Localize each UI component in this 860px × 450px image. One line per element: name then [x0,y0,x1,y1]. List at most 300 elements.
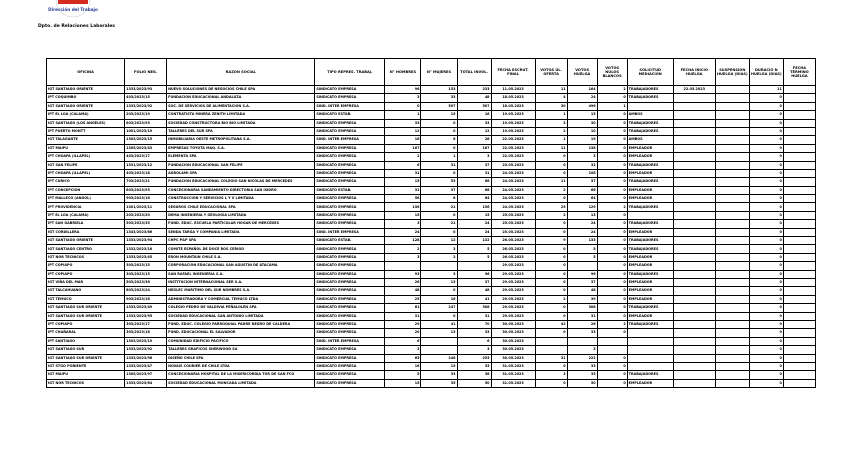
column-header: N° HOMBRES [385,59,421,86]
table-cell: 128 [385,237,421,245]
table-cell [673,111,715,119]
table-cell: 41 [457,295,491,303]
table-cell: 5 [567,245,597,253]
table-row [47,211,816,219]
table-cell: 0 [749,295,783,303]
table-cell [783,354,815,362]
logo-text: Dirección del Trabajo [48,7,98,12]
table-cell [783,362,815,370]
table-cell: IGT SANTIAGO SUR ORIENTE [47,312,125,320]
table-cell: 53 [421,178,457,186]
table-cell: 0 [597,136,627,144]
table-cell [783,102,815,110]
table-cell: 26 [567,320,597,328]
table-cell [783,86,815,94]
table-cell: 133 [567,237,597,245]
table-cell: 0 [749,153,783,161]
table-cell: 1303/2023/15 [125,136,167,144]
table-cell [673,362,715,370]
table-cell: SINDICATO EMPRESA [315,320,385,328]
table-cell: 0 [597,111,627,119]
table-cell [783,278,815,286]
table-cell [627,346,673,354]
table-cell: TALLERES GRAFICOS SHERWOOD SA [167,346,315,354]
table-cell: 0 [749,304,783,312]
table-cell: 30.05.2023 [491,354,535,362]
table-row [47,127,816,135]
table-cell: 1333/2023/64 [125,379,167,387]
table-cell: 30.05.2023 [491,346,535,354]
table-cell: 248 [421,354,457,362]
table-cell: 24 [457,228,491,236]
table-cell: 0 [597,228,627,236]
table-cell: 31 [535,354,567,362]
table-cell: IGT NOR TECNICOS [47,379,125,387]
column-header: FECHA TÉRMINO HUELGA [783,59,815,86]
table-cell: FUNDACION EDUCACIONAL COLEGIO SAN NICOLAS DE MERCEDES [167,178,315,186]
table-cell [715,144,749,152]
table-cell: TRABAJADORES [627,245,673,253]
table-cell: 0 [749,102,783,110]
table-cell: 0 [749,245,783,253]
table-row [47,287,816,295]
table-cell: 0 [597,211,627,219]
table-cell: TRABAJADORES [627,371,673,379]
table-cell: 30 [567,119,597,127]
negotiations-table [46,58,816,388]
table-cell [627,329,673,337]
table-row [47,329,816,337]
table-cell: 3 [385,220,421,228]
table-cell: 42 [535,320,567,328]
table-cell [673,136,715,144]
table-cell: 23.05.2023 [491,161,535,169]
table-cell: 6 [385,161,421,169]
table-cell [673,178,715,186]
table-cell: 4 [535,94,567,102]
column-header: FECHA INICIO HUELGA [673,59,715,86]
table-row [47,371,816,379]
table-cell: 29.05.2023 [491,262,535,270]
table-cell: 1 [535,136,567,144]
table-cell: EMPLEADOR [627,287,673,295]
table-cell: CONCESIONARIA SANEAMIENTO DIRECTORIA SAN ISIDRO [167,186,315,194]
table-cell [715,245,749,253]
table-cell [673,287,715,295]
table-cell: 24.05.2023 [491,186,535,194]
table-cell: 31 [385,186,421,194]
table-row [47,86,816,94]
table-cell: 33 [421,94,457,102]
table-cell: 164 [567,86,597,94]
column-header: OFICINA [47,59,125,86]
table-cell: 3 [385,94,421,102]
table-cell [715,362,749,370]
table-cell: NUEVO SOLUCIONES DE NEGOCIOS CHILE SPA [167,86,315,94]
table-cell: SINDICATO EMPRESA [315,295,385,303]
table-cell: 25.05.2023 [491,220,535,228]
table-cell: 0 [597,169,627,177]
table-cell: 31 [567,312,597,320]
table-cell: 29.05.2023 [491,278,535,286]
table-cell: 2 [385,245,421,253]
table-cell: 803/2023/93 [125,186,167,194]
table-cell: SINDICATO EMPRESA [315,362,385,370]
table-cell: TRABAJADORES [627,161,673,169]
table-cell: 2 [535,295,567,303]
table-cell [715,178,749,186]
table-cell: 0 [597,354,627,362]
table-cell: 22.05.2023 [673,86,715,94]
table-cell [535,337,567,345]
table-cell: 3 [457,153,491,161]
table-cell: SINDICATO EMPRESA [315,86,385,94]
table-cell: 0 [597,161,627,169]
table-cell: 203/2023/20 [125,211,167,219]
table-cell: 35 [567,371,597,379]
table-cell [783,220,815,228]
table-cell: 0 [421,127,457,135]
table-cell: 15 [385,178,421,186]
table-cell: 1333/2023/92 [125,346,167,354]
table-cell: 3 [421,245,457,253]
table-cell [673,278,715,286]
table-cell [673,337,715,345]
table-cell: SINDICATO EMPRESA [315,379,385,387]
table-cell: EMPLEADOR [627,253,673,261]
table-cell: 0 [597,195,627,203]
table-cell: 0 [385,102,421,110]
table-cell: 50 [457,379,491,387]
table-cell [783,203,815,211]
table-cell: 0 [749,228,783,236]
table-cell: SINDICATO EMPRESA [315,354,385,362]
table-cell [673,102,715,110]
table-cell: 2 [597,86,627,94]
table-row [47,144,816,152]
table-cell: 31 [385,312,421,320]
table-cell: EMPLEADOR [627,379,673,387]
table-cell: 803/2023/24 [125,287,167,295]
table-cell: SIND. INTER EMPRESA [315,337,385,345]
table-cell: 0 [597,178,627,186]
table-cell: INMOBILIARIA OESTE METROPOLITANA S.A. [167,136,315,144]
table-cell: 253 [457,354,491,362]
table-cell: FUNDACION EDUCACIONAL SAN FELIPE [167,161,315,169]
table-cell: 0 [597,312,627,320]
table-cell: 29.05.2023 [491,295,535,303]
table-cell: 0 [749,161,783,169]
table-row [47,354,816,362]
table-cell: SINDICATO EMPRESA [315,161,385,169]
table-row [47,178,816,186]
table-row [47,304,816,312]
table-cell: 3 [385,253,421,261]
table-cell: 1333/2023/47 [125,362,167,370]
table-cell: 6 [457,337,491,345]
table-cell: 3 [421,270,457,278]
table-cell: 0 [749,220,783,228]
column-header: TOTAL INVOL. [457,59,491,86]
table-cell: 0 [597,287,627,295]
table-cell: 29.05.2023 [491,270,535,278]
table-cell: IPT COPIAPO [47,262,125,270]
table-cell: 247 [421,304,457,312]
table-cell [421,346,457,354]
table-row [47,228,816,236]
table-cell [783,304,815,312]
table-cell: IGT TALCAHUANO [47,287,125,295]
table-cell: INSTITUCION INTERNACIONAL SER S.A. [167,278,315,286]
table-row [47,362,816,370]
table-cell: 0 [749,312,783,320]
table-cell: 9 [535,237,567,245]
column-header: FOLIO NEG. [125,59,167,86]
table-cell: 24.05.2023 [491,178,535,186]
table-cell: 0 [535,220,567,228]
table-cell: IPT CURICO [47,178,125,186]
table-cell: 803/2023/93 [125,119,167,127]
table-cell: 0 [749,262,783,270]
table-cell: SINDICATO EMPRESA [315,127,385,135]
table-cell [783,337,815,345]
table-cell: 33 [567,329,597,337]
column-header: FECHA ESCRUT. FINAL [491,59,535,86]
table-cell: 0 [597,220,627,228]
table-cell: 0 [535,278,567,286]
table-cell: 0 [749,237,783,245]
table-cell: 15 [567,111,597,119]
table-cell: 0 [421,228,457,236]
table-cell: 6 [421,195,457,203]
table-cell: 1333/2023/94 [125,237,167,245]
table-cell [783,371,815,379]
table-cell: 13 [421,278,457,286]
table-row [47,136,816,144]
table-cell: FUND. EDUC. COLEGIO PARROQUIAL PADRE NEGRO DE CALDERA [167,320,315,328]
table-cell: 0 [535,329,567,337]
table-cell: 57 [567,178,597,186]
table-cell: SINDICATO ESTAB. [315,237,385,245]
table-cell: 3 [535,119,567,127]
table-cell: 31 [421,161,457,169]
table-cell: 30.05.2023 [491,329,535,337]
table-row [47,346,816,354]
table-cell: 15 [421,111,457,119]
table-cell [715,346,749,354]
table-cell: 0 [749,337,783,345]
table-cell: 0 [749,362,783,370]
table-cell [421,262,457,270]
table-cell [673,220,715,228]
table-row [47,203,816,211]
table-cell: 31 [457,312,491,320]
table-cell: 0 [421,119,457,127]
table-cell: 0 [535,153,567,161]
table-cell [673,203,715,211]
column-header: SOLICITUD MEDIACIÓN [627,59,673,86]
table-cell: 1333/2023/96 [125,354,167,362]
table-cell: SINDICATO EMPRESA [315,178,385,186]
table-row [47,295,816,303]
table-cell: IPT COPIAPO [47,320,125,328]
table-cell: COLEGIO PEDRO DE VALDIVIA PEÑALOLEN SPA [167,304,315,312]
table-cell: 507 [457,102,491,110]
table-cell: SINDICATO EMPRESA [315,245,385,253]
table-cell: 0 [749,211,783,219]
table-cell: 0 [749,354,783,362]
table-row [47,186,816,194]
table-cell: 26.05.2023 [491,253,535,261]
table-cell: SIND. INTER EMPRESA [315,102,385,110]
table-cell [715,102,749,110]
table-cell: SENDA TARGA Y COMPANIA LIMITADA [167,228,315,236]
table-cell: 33 [385,119,421,127]
table-cell [715,329,749,337]
table-cell: SINDICATO EMPRESA [315,278,385,286]
table-cell: 29.05.2023 [491,312,535,320]
table-cell: 33 [457,329,491,337]
table-cell [783,228,815,236]
table-cell: 0 [749,287,783,295]
table-cell: IGT SANTIAGO ORIENTE [47,237,125,245]
table-cell: TRABAJADORES [627,220,673,228]
table-cell: TRABAJADORES [627,320,673,328]
table-cell: IPT PUERTO MONTT [47,127,125,135]
table-cell: 0 [749,195,783,203]
table-cell: 30 [535,102,567,110]
table-cell: 1 [535,111,567,119]
table-cell [783,169,815,177]
table-cell [715,287,749,295]
table-cell: AMBOS [627,111,673,119]
table-cell: 0 [535,253,567,261]
table-cell: IPT COPIAPO [47,270,125,278]
table-cell: 19 [567,136,597,144]
table-cell: 1333/2023/93 [125,86,167,94]
table-cell: EMPLEADOR [627,262,673,270]
table-cell [715,169,749,177]
table-cell: IPT CONCEPCION [47,186,125,194]
table-cell: IPT EL LOA (CALAMA) [47,211,125,219]
table-cell: 308 [567,304,597,312]
table-cell [715,203,749,211]
table-cell [783,119,815,127]
table-cell: 30.05.2023 [491,337,535,345]
table-cell: 0 [749,144,783,152]
table-cell [673,371,715,379]
table-cell: 11 [535,144,567,152]
table-cell [715,161,749,169]
table-cell: 0 [535,161,567,169]
table-cell: SINDICATO EMPRESA [315,169,385,177]
column-header: VOTOS NULOS BLANCOS [597,59,627,86]
table-cell: SINDICATO EMPRESA [315,253,385,261]
table-cell [715,337,749,345]
table-cell [783,379,815,387]
table-cell: 96 [457,270,491,278]
table-cell: 1305/2023/97 [125,371,167,379]
table-cell: 37 [457,161,491,169]
table-cell: IPT SAN GABRIELA [47,220,125,228]
table-cell: 31.05.2023 [491,379,535,387]
table-cell: 503/2023/36 [125,278,167,286]
table-cell: 0 [535,312,567,320]
table-cell: 29.05.2023 [491,304,535,312]
column-header: SUSPENSIÓN HUELGA (DÍAS) [715,59,749,86]
table-cell: SOC. DE SERVICIOS DE ALIMENTACION S.A. [167,102,315,110]
table-cell: 25 [385,295,421,303]
table-cell [673,94,715,102]
table-cell [567,337,597,345]
table-cell [715,295,749,303]
table-cell: 12 [385,127,421,135]
table-cell: IGT CORDILLERA [47,228,125,236]
table-cell: FUND. EDUCACIONAL EL SALVADOR [167,329,315,337]
table-cell: IGT MAIPU [47,144,125,152]
column-header: TIPO REPRES. TRABAJ. [315,59,385,86]
table-cell: 3 [385,346,421,354]
table-cell: IGT SANTIAGO SUR ORIENTE [47,304,125,312]
table-cell: 156 [457,203,491,211]
table-cell [385,262,421,270]
table-cell: 0 [421,144,457,152]
table-cell: 33 [457,119,491,127]
table-cell: 0 [749,320,783,328]
table-cell: 24 [567,94,597,102]
table-cell: 0 [749,127,783,135]
table-cell: 37 [457,278,491,286]
table-body [47,86,816,388]
table-row [47,253,816,261]
table-cell: 26.05.2023 [491,237,535,245]
table-cell: IPT EL LOA (CALAMA) [47,111,125,119]
table-cell [783,237,815,245]
table-cell [715,228,749,236]
table-cell: 68 [457,178,491,186]
table-cell: 0 [749,169,783,177]
table-cell: 31.05.2023 [491,371,535,379]
table-cell: 20 [385,329,421,337]
table-cell: TRABAJADORES [627,270,673,278]
table-row [47,270,816,278]
table-cell [783,94,815,102]
table-cell [783,153,815,161]
table-cell: IGT SANTIAGO CENTRO [47,245,125,253]
table-cell: EMPLEADOR [627,169,673,177]
table-cell: 0 [597,295,627,303]
table-cell: 129 [567,203,597,211]
table-cell: 41 [421,320,457,328]
table-row [47,220,816,228]
table-cell: 38 [457,371,491,379]
table-cell: SIND. INTER EMPRESA [315,228,385,236]
table-cell: 22.05.2023 [491,144,535,152]
table-cell: 96 [385,86,421,94]
table-cell: 0 [597,270,627,278]
table-cell: CHPC P&P SPA [167,237,315,245]
table-cell: 0 [749,371,783,379]
table-cell: 31.05.2023 [491,362,535,370]
table-cell: IGT SANTIAGO ORIENTE [47,102,125,110]
table-row [47,337,816,345]
table-cell: COMUNIDAD EDIFICIO PACIFICO [167,337,315,345]
table-cell [673,119,715,127]
table-cell: 48 [457,287,491,295]
table-cell: 24 [567,228,597,236]
table-cell: 503/2023/35 [125,220,167,228]
table-cell: SINDICATO EMPRESA [315,371,385,379]
